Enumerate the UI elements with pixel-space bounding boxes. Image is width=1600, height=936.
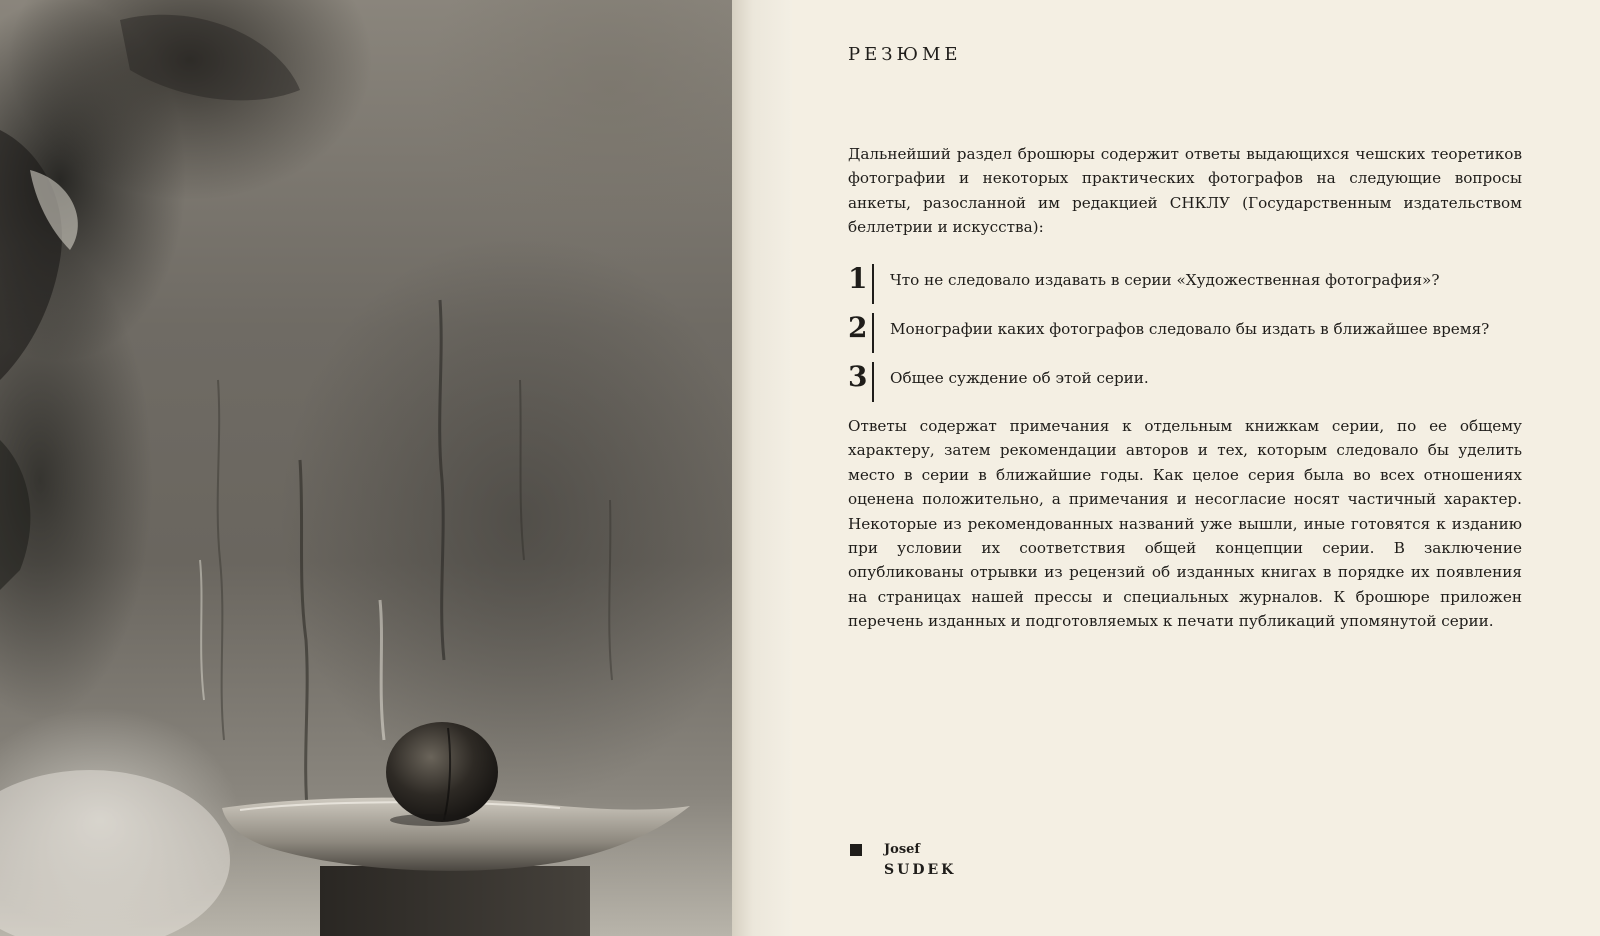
photographer-last-name: SUDEK: [884, 862, 957, 878]
photo-illustration: [0, 0, 732, 936]
summary-page: [792, 0, 1600, 936]
question-number: 3: [848, 360, 868, 393]
question-divider: [872, 362, 874, 402]
page-title: РЕЗЮМЕ: [848, 44, 962, 65]
question-text: Что не следовало издавать в серии «Художественная фотография»?: [890, 271, 1440, 289]
intro-paragraph: Дальнейший раздел брошюры содержит ответы выдающихся чешских теоретиков фотографии и некоторых практических фотографов на следующие вопросы анкеты, разосланной им редакцией СНКЛУ (Государственным издательством беллетрии и искусства):: [848, 145, 1522, 237]
question-item: [848, 311, 1538, 360]
conclusion-paragraph: Ответы содержат примечания к отдельным книжкам серии, по ее общему характеру, затем рекомендации авторов и тех, которым следовало бы уделить место в серии в ближайшие годы. Как целое серия была во всех отношениях оценена положительно, а примечания и несогласие носят частичный характер. Некоторые из рекомендованных названий уже вышли, иные готовятся к изданию при условии их соответствия общей концепции серии. В заключение опубликованы отрывки из рецензий об изданных книгах в порядке их появления на страницах нашей прессы и специальных журналов. К брошюре приложен перечень изданных и подготовляемых к печати публикаций упомянутой серии.: [848, 417, 1522, 631]
question-item: [848, 262, 1538, 311]
question-text: Общее суждение об этой серии.: [890, 369, 1149, 387]
photographer-first-name: Josef: [884, 842, 921, 857]
page-gutter: [732, 0, 792, 936]
photograph-still-life: [0, 0, 732, 936]
question-text: Монографии каких фотографов следовало бы издать в ближайшее время?: [890, 320, 1490, 338]
questionnaire-list: [848, 262, 1538, 409]
question-divider: [872, 264, 874, 304]
question-number: 2: [848, 311, 868, 344]
credit-square-icon: [850, 844, 862, 856]
question-number: 1: [848, 262, 868, 295]
question-divider: [872, 313, 874, 353]
question-item: [848, 360, 1538, 409]
